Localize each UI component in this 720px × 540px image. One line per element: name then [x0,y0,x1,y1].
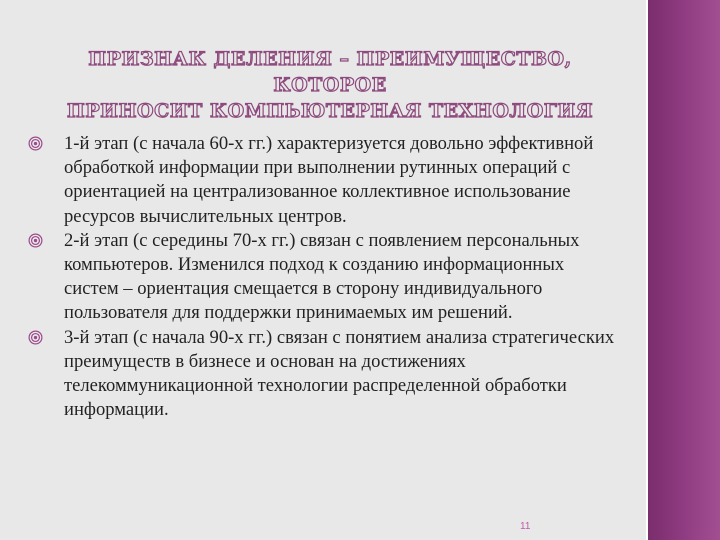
target-bullet-icon [28,233,43,248]
bullet-item-3 [28,326,618,423]
slide-title-line-1: ПРИЗНАК ДЕЛЕНИЯ – ПРЕИМУЩЕСТВО, КОТОРОЕ [88,48,572,96]
target-bullet-icon [28,136,43,151]
bullet-text-3: 3-й этап (с начала 90-х гг.) связан с понятием анализа стратегических преимуществ в бизнесе и основан на достижениях телекоммуникационной технологии распределенной обработки информации. [64,326,615,421]
bullet-item-1 [28,132,618,229]
bullet-item-2 [28,229,618,326]
bullet-list [28,132,618,422]
accent-side-panel [646,0,720,540]
target-bullet-icon [28,330,43,345]
bullet-text-1: 1-й этап (с начала 60-х гг.) характеризуется довольно эффективной обработкой информации при выполнении рутинных операций с ориентацией на централизованное коллективное использование ресурсов вычислительных центров. [64,133,594,227]
bullet-text-2: 2-й этап (с середины 70-х гг.) связан с появлением персональных компьютеров. Изменился подход к созданию информационных систем – ориентация смещается в сторону индивидуального пользователя для поддержки принимаемых им решений. [64,229,580,324]
page-number: 11 [520,521,531,532]
slide-title [40,46,620,124]
slide-title-line-2: ПРИНОСИТ КОМПЬЮТЕРНАЯ ТЕХНОЛОГИЯ [66,100,594,122]
